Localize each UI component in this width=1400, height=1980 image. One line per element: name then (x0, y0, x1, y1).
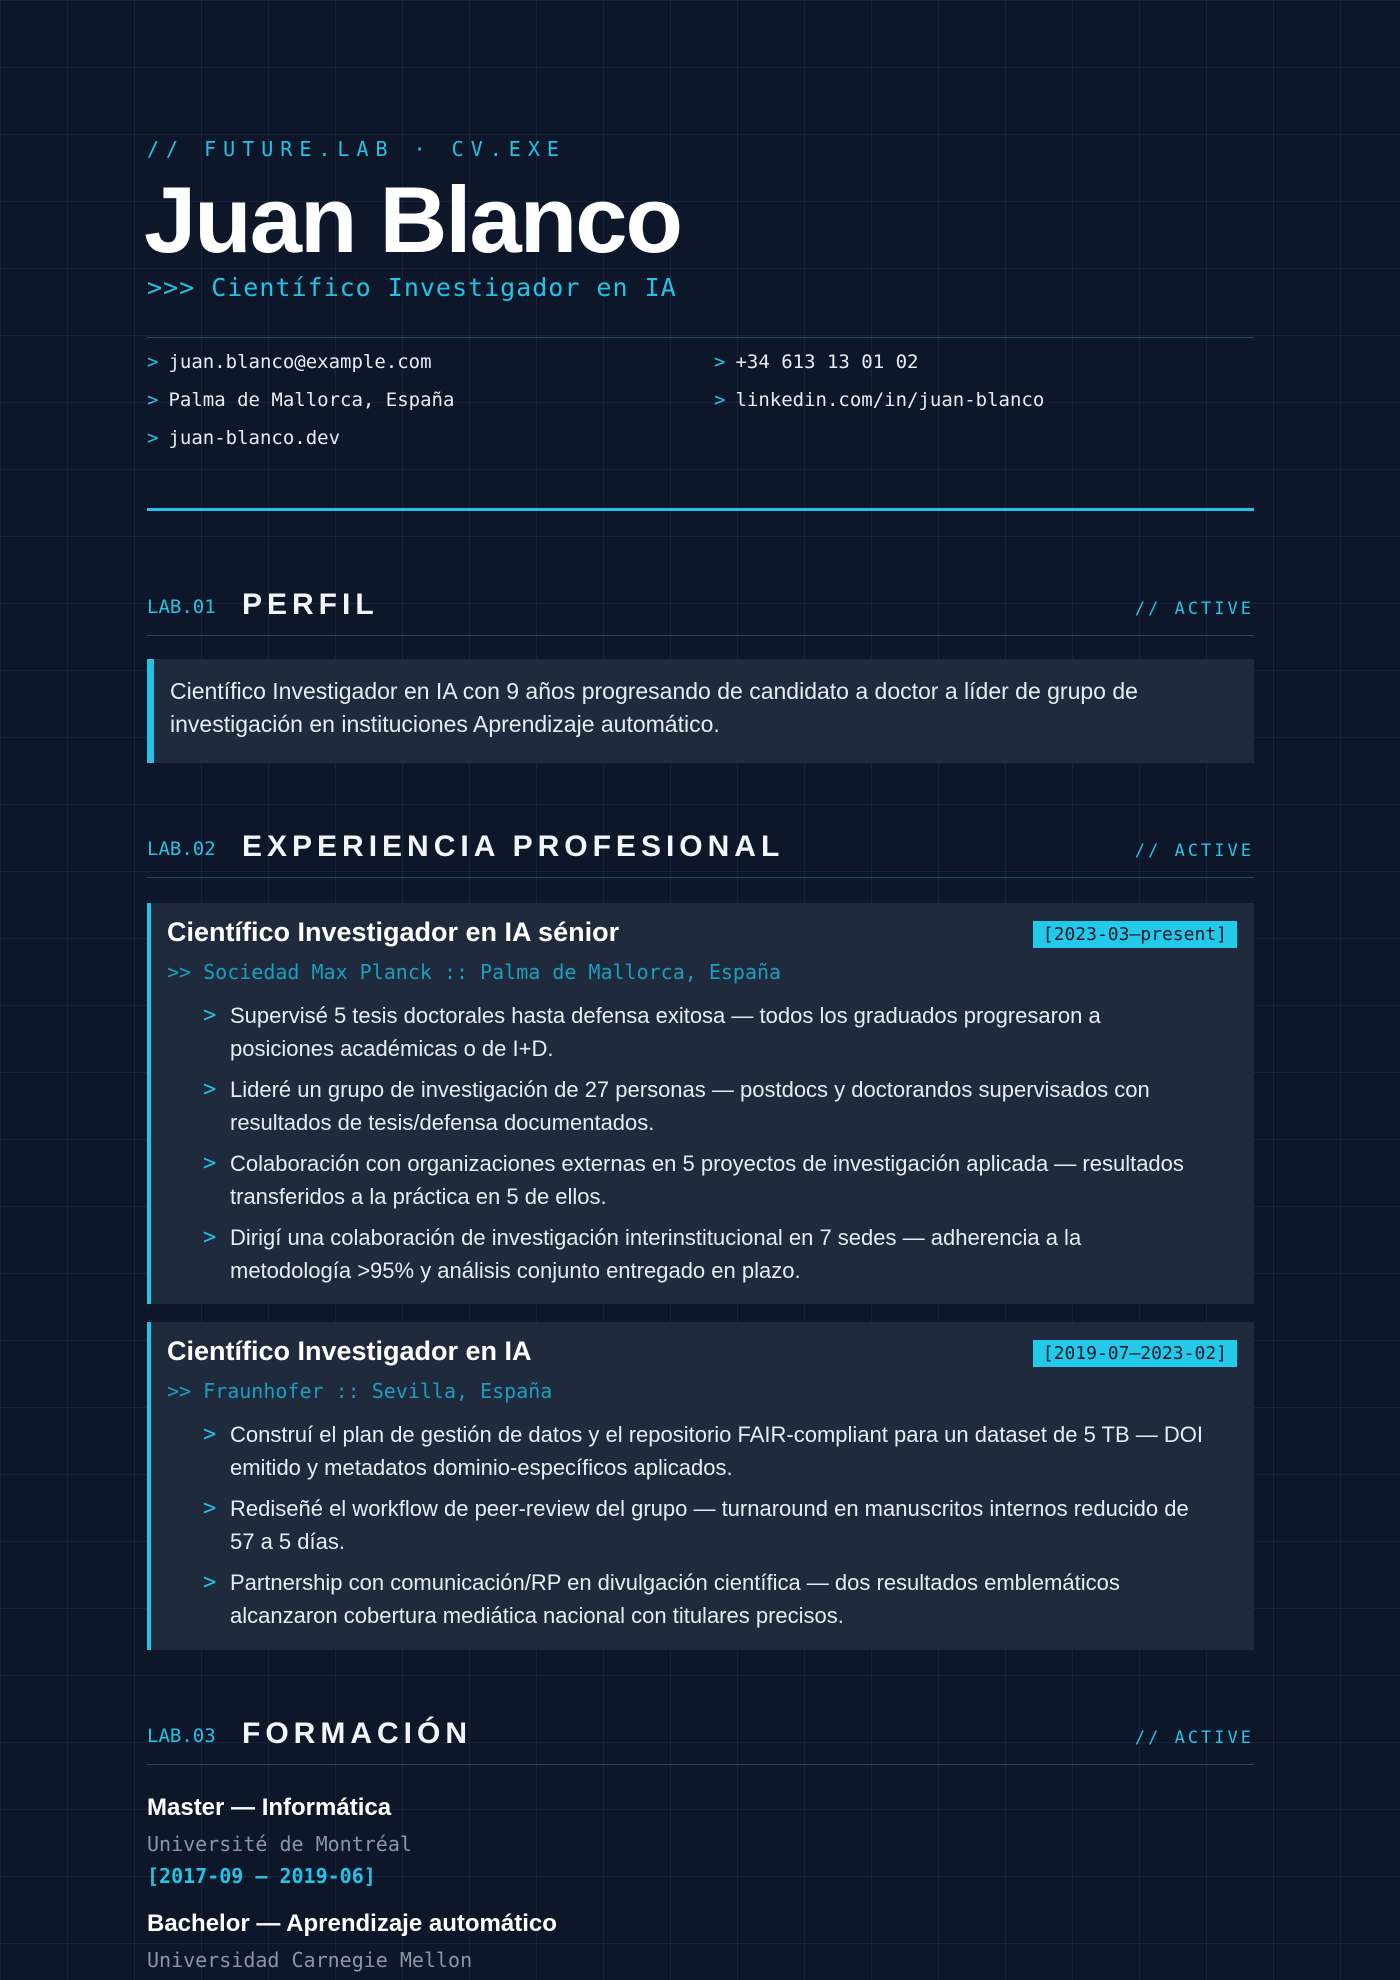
job-bullet-list (203, 999, 1203, 1295)
education-degree: Bachelor — Aprendizaje automático (147, 1910, 557, 1937)
job-bullet (203, 1221, 1203, 1287)
candidate-name: Juan Blanco (144, 167, 681, 272)
bullet-text: Colaboración con organizaciones externas en 5 proyectos de investigación aplicada — resultados transferidos a la práctica en 5 de ellos. (230, 1151, 1184, 1209)
website-text: juan-blanco.dev (168, 427, 341, 449)
job-organization: >> Sociedad Max Planck :: Palma de Mallorca, España (167, 960, 782, 984)
bullet-text: Construí el plan de gestión de datos y el repositorio FAIR-compliant para un dataset de 5 TB — DOI emitido y metadatos dominio-específicos aplicados. (230, 1422, 1204, 1480)
section-status: // ACTIVE (1134, 599, 1254, 619)
section-header-profile (147, 589, 1254, 636)
job-bullet (203, 999, 1203, 1065)
candidate-role: >>> Científico Investigador en IA (147, 273, 677, 302)
section-header-education (147, 1718, 1254, 1765)
location-text: Palma de Mallorca, España (168, 389, 455, 411)
job-bullet (203, 1492, 1203, 1558)
education-degree: Master — Informática (147, 1794, 392, 1821)
bullet-marker: > (203, 1151, 217, 1176)
email-text: juan.blanco@example.com (168, 351, 432, 373)
bullet-marker: > (203, 1003, 217, 1028)
section-header-experience (147, 831, 1254, 878)
job-title: Científico Investigador en IA (167, 1336, 532, 1366)
bullet-marker: > (203, 1077, 217, 1102)
section-title: EXPERIENCIA PROFESIONAL (242, 830, 785, 863)
contact-marker: > (147, 389, 159, 411)
profile-summary: Científico Investigador en IA con 9 años progresando de candidato a doctor a líder de grupo de investigación en instituciones Aprendizaje automático. (147, 659, 1254, 763)
section-number: LAB.02 (147, 838, 216, 860)
bullet-marker: > (203, 1422, 217, 1447)
contact-location (147, 389, 454, 411)
job-bullet (203, 1418, 1203, 1484)
section-status: // ACTIVE (1134, 1728, 1254, 1748)
job-bullet (203, 1147, 1203, 1213)
education-school: Université de Montréal (147, 1832, 412, 1856)
contact-marker: > (714, 389, 726, 411)
section-number: LAB.03 (147, 1725, 216, 1747)
bullet-text: Rediseñé el workflow de peer-review del grupo — turnaround en manuscritos internos reducido de 57 a 5 días. (230, 1496, 1189, 1554)
job-title: Científico Investigador en IA sénior (167, 917, 620, 947)
bullet-text: Partnership con comunicación/RP en divulgación científica — dos resultados emblemáticos alcanzaron cobertura mediática nacional con titulares precisos. (230, 1570, 1120, 1628)
header-divider (147, 337, 1254, 338)
job-entry (147, 1322, 1254, 1650)
job-bullet-list (203, 1418, 1203, 1640)
job-bullet (203, 1566, 1203, 1632)
section-title: PERFIL (242, 588, 379, 621)
contact-website[interactable] (147, 427, 340, 449)
contact-marker: > (147, 427, 159, 449)
education-entry (147, 1910, 557, 1972)
bullet-marker: > (203, 1570, 217, 1595)
bullet-text: Supervisé 5 tesis doctorales hasta defensa exitosa — todos los graduados progresaron a posiciones académicas o de I+D. (230, 1003, 1101, 1061)
education-entry (147, 1794, 412, 1888)
contact-marker: > (714, 351, 726, 373)
header-kicker: // FUTURE.LAB · CV.EXE (147, 137, 566, 161)
header-accent-rule (147, 508, 1254, 511)
bullet-text: Lideré un grupo de investigación de 27 personas — postdocs y doctorandos supervisados con resultados de tesis/defensa documentados. (230, 1077, 1150, 1135)
contact-marker: > (147, 351, 159, 373)
contact-phone[interactable] (714, 351, 918, 373)
contact-email[interactable] (147, 351, 432, 373)
section-status: // ACTIVE (1134, 841, 1254, 861)
contact-linkedin[interactable] (714, 389, 1044, 411)
education-school: Universidad Carnegie Mellon (147, 1948, 473, 1972)
education-dates: [2017-09 – 2019-06] (147, 1864, 376, 1888)
job-dates-badge: [2019-07–2023-02] (1033, 1340, 1237, 1367)
bullet-marker: > (203, 1225, 217, 1250)
job-entry (147, 903, 1254, 1304)
job-bullet (203, 1073, 1203, 1139)
section-title: FORMACIÓN (242, 1717, 472, 1750)
linkedin-text: linkedin.com/in/juan-blanco (735, 389, 1045, 411)
job-dates-badge: [2023-03–present] (1033, 921, 1237, 948)
phone-text: +34 613 13 01 02 (735, 351, 919, 373)
job-organization: >> Fraunhofer :: Sevilla, España (167, 1379, 553, 1403)
bullet-text: Dirigí una colaboración de investigación interinstitucional en 7 sedes — adherencia a la metodología >95% y análisis conjunto entregado en plazo. (230, 1225, 1082, 1283)
section-number: LAB.01 (147, 596, 216, 618)
bullet-marker: > (203, 1496, 217, 1521)
